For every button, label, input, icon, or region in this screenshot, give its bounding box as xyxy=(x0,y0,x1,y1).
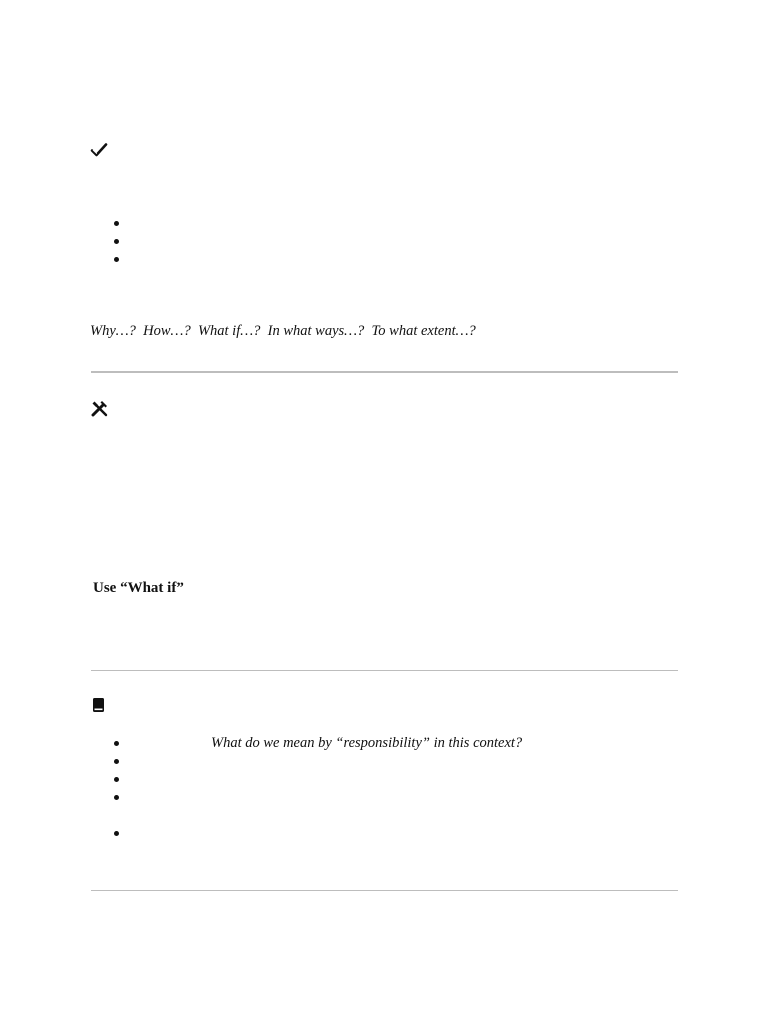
list-bullet xyxy=(114,257,119,262)
list-bullet xyxy=(114,795,119,800)
list-bullet xyxy=(114,741,119,746)
section-divider xyxy=(91,670,678,671)
list-bullet xyxy=(114,239,119,244)
example-question: What do we mean by “responsibility” in this context? xyxy=(211,735,523,751)
what-if-heading: Use “What if” xyxy=(93,580,184,596)
list-bullet xyxy=(114,777,119,782)
list-bullet xyxy=(114,831,119,836)
notebook-icon xyxy=(92,697,105,713)
tools-icon xyxy=(91,400,108,417)
section-divider xyxy=(91,890,678,891)
question-stems-line: Why…? How…? What if…? In what ways…? To what extent…? xyxy=(90,323,476,339)
list-bullet xyxy=(114,759,119,764)
section-divider xyxy=(91,371,678,373)
check-mark-icon xyxy=(90,142,108,158)
list-bullet xyxy=(114,221,119,226)
